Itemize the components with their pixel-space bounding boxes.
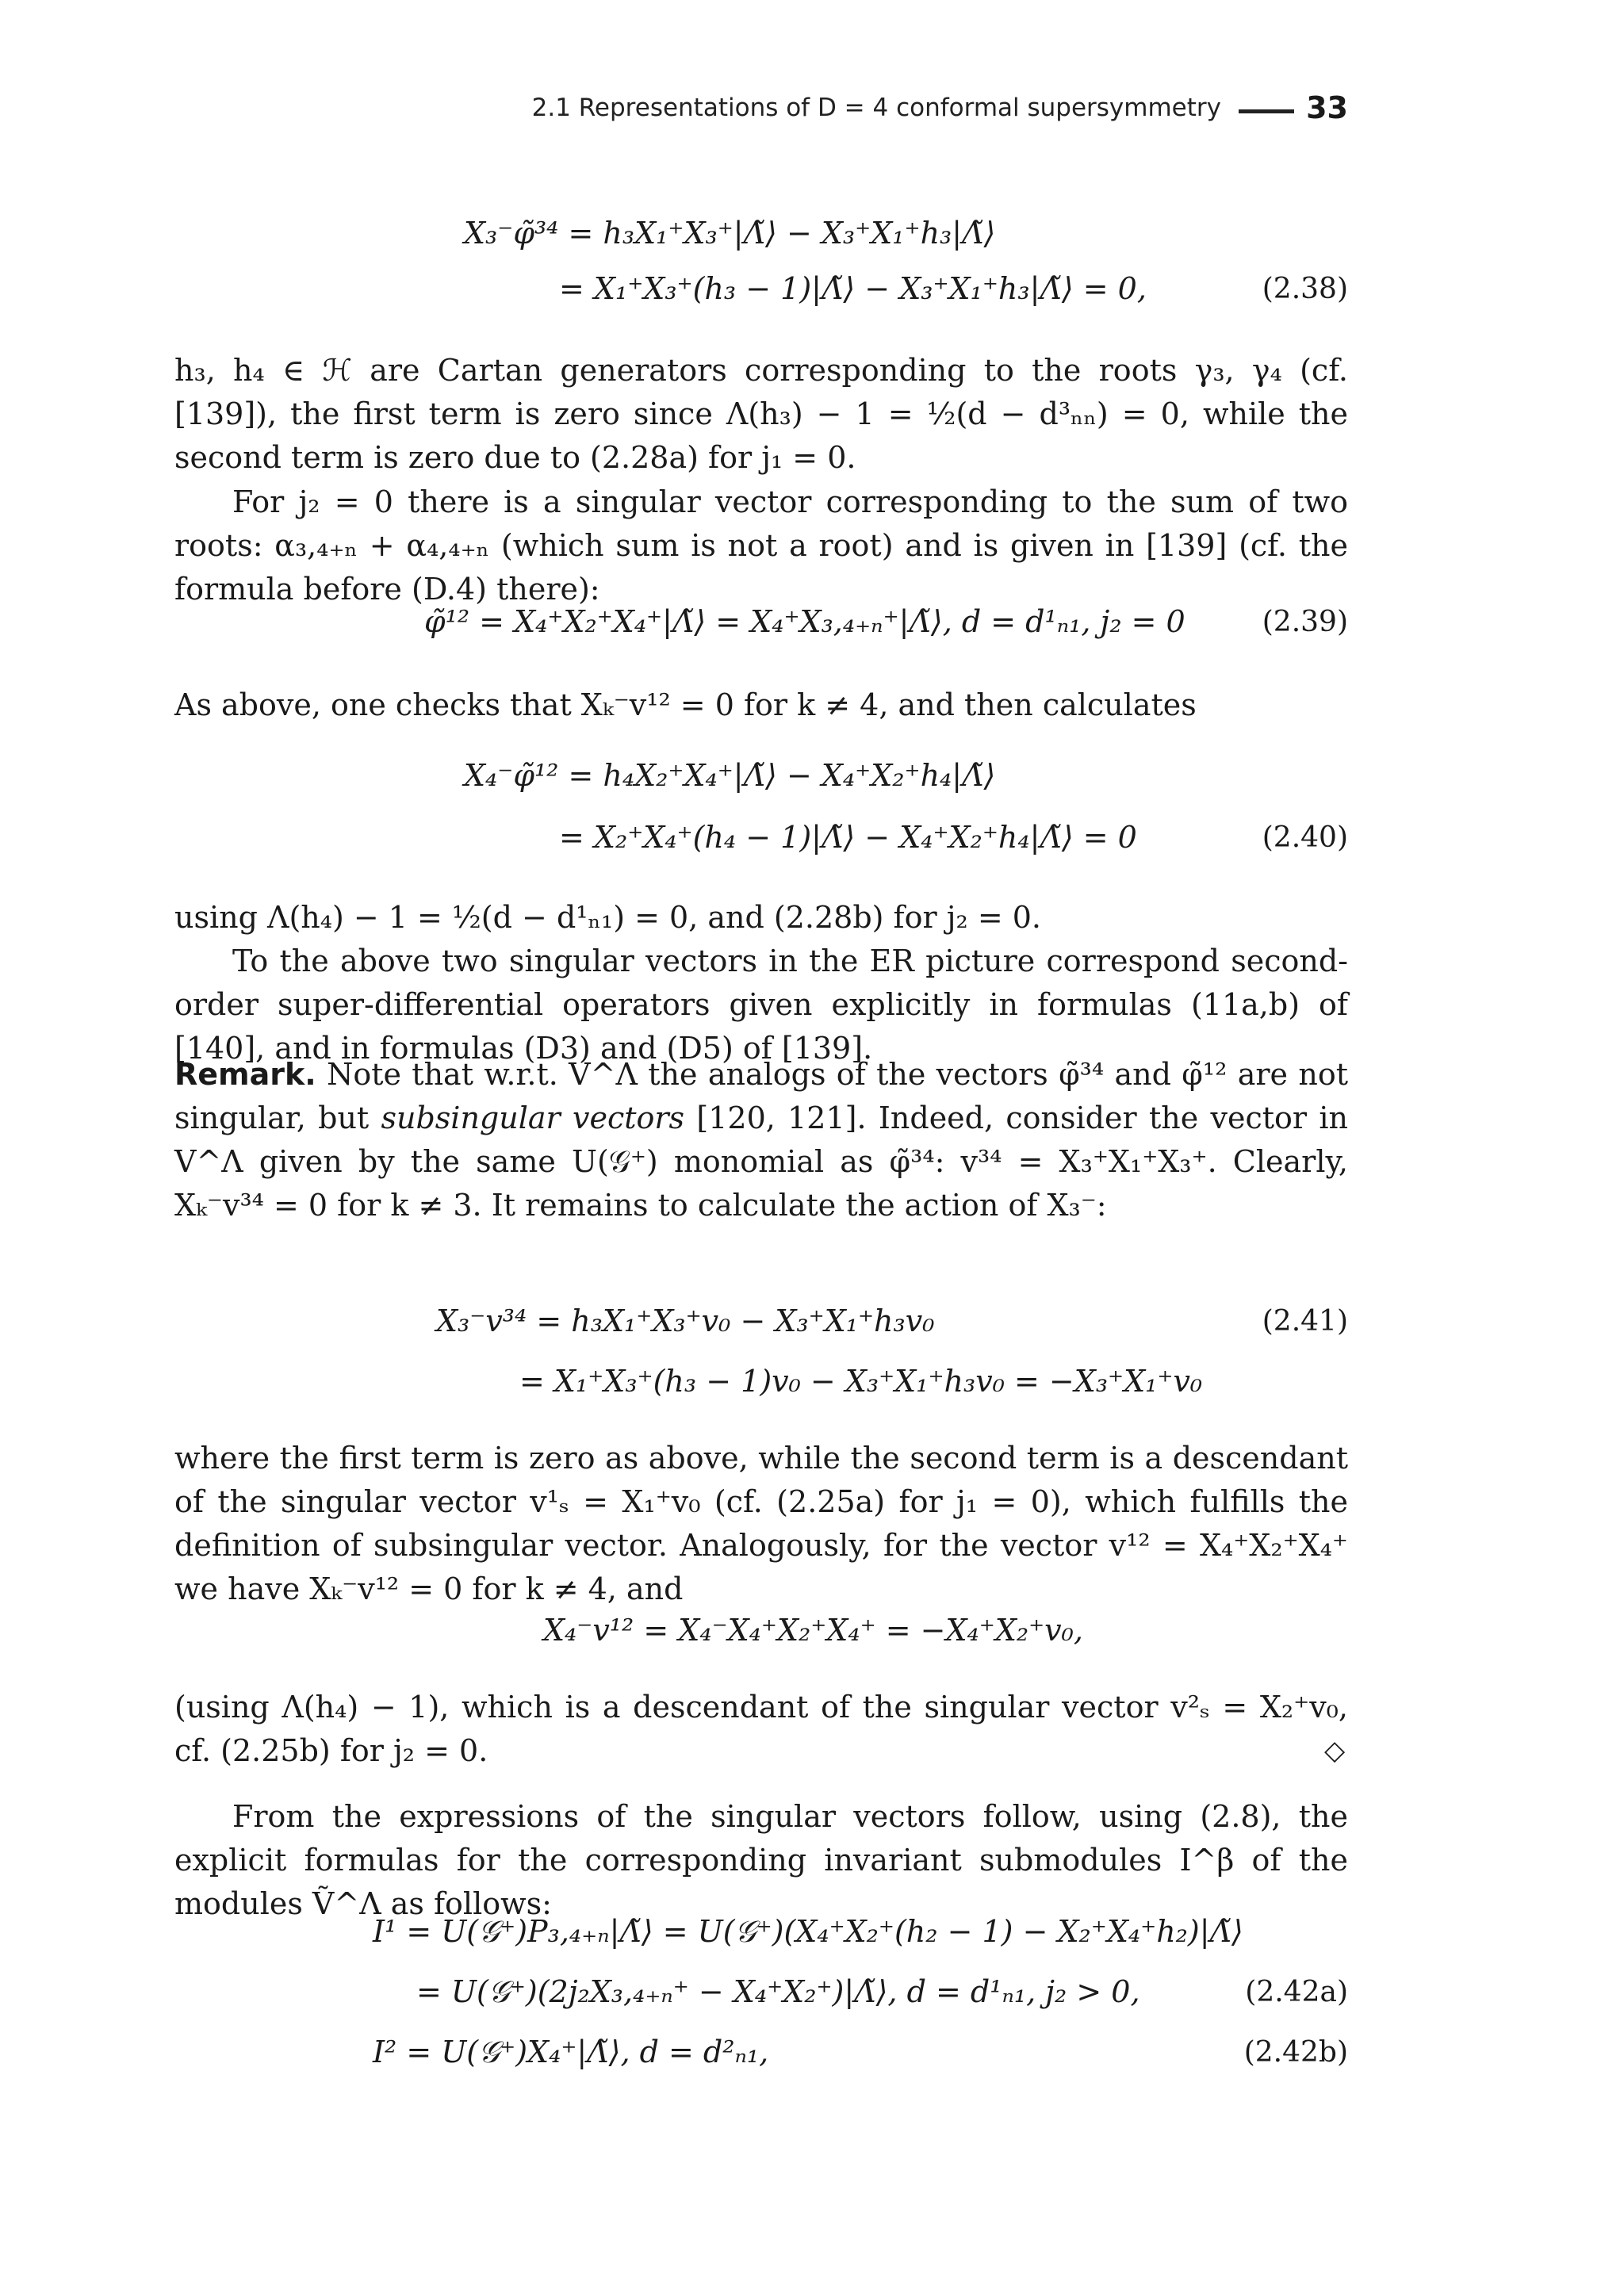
equation-x4-v12: X₄⁻v¹² = X₄⁻X₄⁺X₂⁺X₄⁺ = −X₄⁺X₂⁺v₀, bbox=[543, 1613, 1083, 1648]
remark-paragraph bbox=[174, 1053, 1348, 1227]
page-number: 33 bbox=[1306, 90, 1348, 125]
equation-2-41-line-1: X₃⁻v³⁴ = h₃X₁⁺X₃⁺v₀ − X₃⁺X₁⁺h₃v₀ bbox=[436, 1303, 935, 1338]
paragraph-using bbox=[174, 896, 1348, 1070]
equation-2-42a-line-2: = U(𝒢⁺)(2j₂X₃,₄₊ₙ⁺ − X₄⁺X₂⁺)|Λ̃⟩, d = d¹ₙ₁, j₂ > 0, bbox=[416, 1974, 1140, 2009]
paragraph-invariant-submodules bbox=[174, 1795, 1348, 1926]
remark-label: Remark. bbox=[174, 1057, 316, 1092]
equation-number-2-40: (2.40) bbox=[1262, 821, 1348, 854]
equation-2-38-line-1: X₃⁻φ̃³⁴ = h₃X₁⁺X₃⁺|Λ̃⟩ − X₃⁺X₁⁺h₃|Λ̃⟩ bbox=[464, 216, 996, 251]
equation-number-2-39: (2.39) bbox=[1262, 606, 1348, 638]
paragraph-singular-j2 bbox=[174, 480, 1348, 611]
paragraph-text: From the expressions of the singular vectors follow, using (2.8), the explicit formulas for the corresponding invariant submodules I^β of the modules Ṽ^Λ as follows: bbox=[174, 1799, 1348, 1921]
end-of-remark-mark: ◇ bbox=[1324, 1735, 1346, 1767]
equation-2-41-line-2: = X₁⁺X₃⁺(h₃ − 1)v₀ − X₃⁺X₁⁺h₃v₀ = −X₃⁺X₁⁺v₀ bbox=[519, 1364, 1203, 1399]
paragraph-first-term bbox=[174, 1437, 1348, 1611]
equation-2-38-line-2: = X₁⁺X₃⁺(h₃ − 1)|Λ̃⟩ − X₃⁺X₁⁺h₃|Λ̃⟩ = 0, bbox=[559, 271, 1147, 306]
equation-2-40-line-2: = X₂⁺X₄⁺(h₄ − 1)|Λ̃⟩ − X₄⁺X₂⁺h₄|Λ̃⟩ = 0 bbox=[559, 820, 1137, 855]
equation-number-2-41: (2.41) bbox=[1262, 1305, 1348, 1338]
paragraph-text: For j₂ = 0 there is a singular vector corresponding to the sum of two roots: α₃,₄₊ₙ + α₄,₄₊ₙ (which sum is not a root) and is given in [139] (cf. the formula before (D.4) there): bbox=[174, 484, 1348, 607]
equation-number-2-42b: (2.42b) bbox=[1243, 2036, 1348, 2069]
equation-2-39: φ̃¹² = X₄⁺X₂⁺X₄⁺|Λ̃⟩ = X₄⁺X₃,₄₊ₙ⁺|Λ̃⟩, d = d¹ₙ₁, j₂ = 0 bbox=[424, 604, 1185, 639]
equation-number-2-38: (2.38) bbox=[1262, 273, 1348, 305]
running-header bbox=[531, 90, 1348, 130]
paragraph-cartan bbox=[174, 349, 1348, 480]
remark-emphasis: subsingular vectors bbox=[381, 1101, 685, 1135]
paragraph-text: where the first term is zero as above, while the second term is a descendant of the singular vector v¹ₛ = X₁⁺v₀ (cf. (2.25a) for j₁ = 0), which fulfills the definition of subsingular vector. Analogously, for the vector v¹² = X₄⁺X₂⁺X₄⁺ we have Xₖ⁻v¹² = 0 for k ≠ 4, and bbox=[174, 1441, 1348, 1606]
remark-text-b: [120, 121]. Indeed, consider the vector in V^Λ given by the same U(𝒢⁺) monomial as φ̃³⁴: v³⁴ = X₃⁺X₁⁺X₃⁺. Clearly, Xₖ⁻v³⁴ = 0 for k ≠ 3. It remains to calculate the action of X₃⁻: bbox=[174, 1101, 1348, 1223]
remark-text-a: Note that w.r.t. V^Λ the analogs of the vectors φ̃³⁴ and φ̃¹² are not singular, but bbox=[174, 1057, 1348, 1135]
paragraph-descendant bbox=[174, 1686, 1348, 1773]
paragraph-text: To the above two singular vectors in the ER picture correspond second-order super-differential operators given explicitly in formulas (11a,b) of [140], and in formulas (D3) and (D5) of [139]. bbox=[174, 944, 1348, 1066]
section-title: 2.1 Representations of D = 4 conformal supersymmetry bbox=[531, 94, 1221, 122]
paragraph-as-above bbox=[174, 683, 1348, 727]
equation-2-42a-line-1: I¹ = U(𝒢⁺)P₃,₄₊ₙ|Λ̃⟩ = U(𝒢⁺)(X₄⁺X₂⁺(h₂ − 1) − X₂⁺X₄⁺h₂)|Λ̃⟩ bbox=[373, 1914, 1243, 1949]
paragraph-text: (using Λ(h₄) − 1), which is a descendant of the singular vector v²ₛ = X₂⁺v₀, cf. (2.25b) for j₂ = 0. bbox=[174, 1690, 1348, 1768]
paragraph-text: using Λ(h₄) − 1 = ½(d − d¹ₙ₁) = 0, and (2.28b) for j₂ = 0. bbox=[174, 900, 1042, 935]
header-rule bbox=[1239, 109, 1294, 113]
equation-2-40-line-1: X₄⁻φ̃¹² = h₄X₂⁺X₄⁺|Λ̃⟩ − X₄⁺X₂⁺h₄|Λ̃⟩ bbox=[464, 758, 996, 793]
equation-number-2-42a: (2.42a) bbox=[1245, 1976, 1348, 2008]
paragraph-text: As above, one checks that Xₖ⁻v¹² = 0 for k ≠ 4, and then calculates bbox=[174, 687, 1197, 722]
paragraph-text: h₃, h₄ ∈ ℋ are Cartan generators corresponding to the roots γ₃, γ₄ (cf. [139]), the first term is zero since Λ(h₃) − 1 = ½(d − d³ₙₙ) = 0, while the second term is zero due to (2.28a) for j₁ = 0. bbox=[174, 353, 1348, 475]
equation-2-42b: I² = U(𝒢⁺)X₄⁺|Λ̃⟩, d = d²ₙ₁, bbox=[373, 2035, 769, 2069]
